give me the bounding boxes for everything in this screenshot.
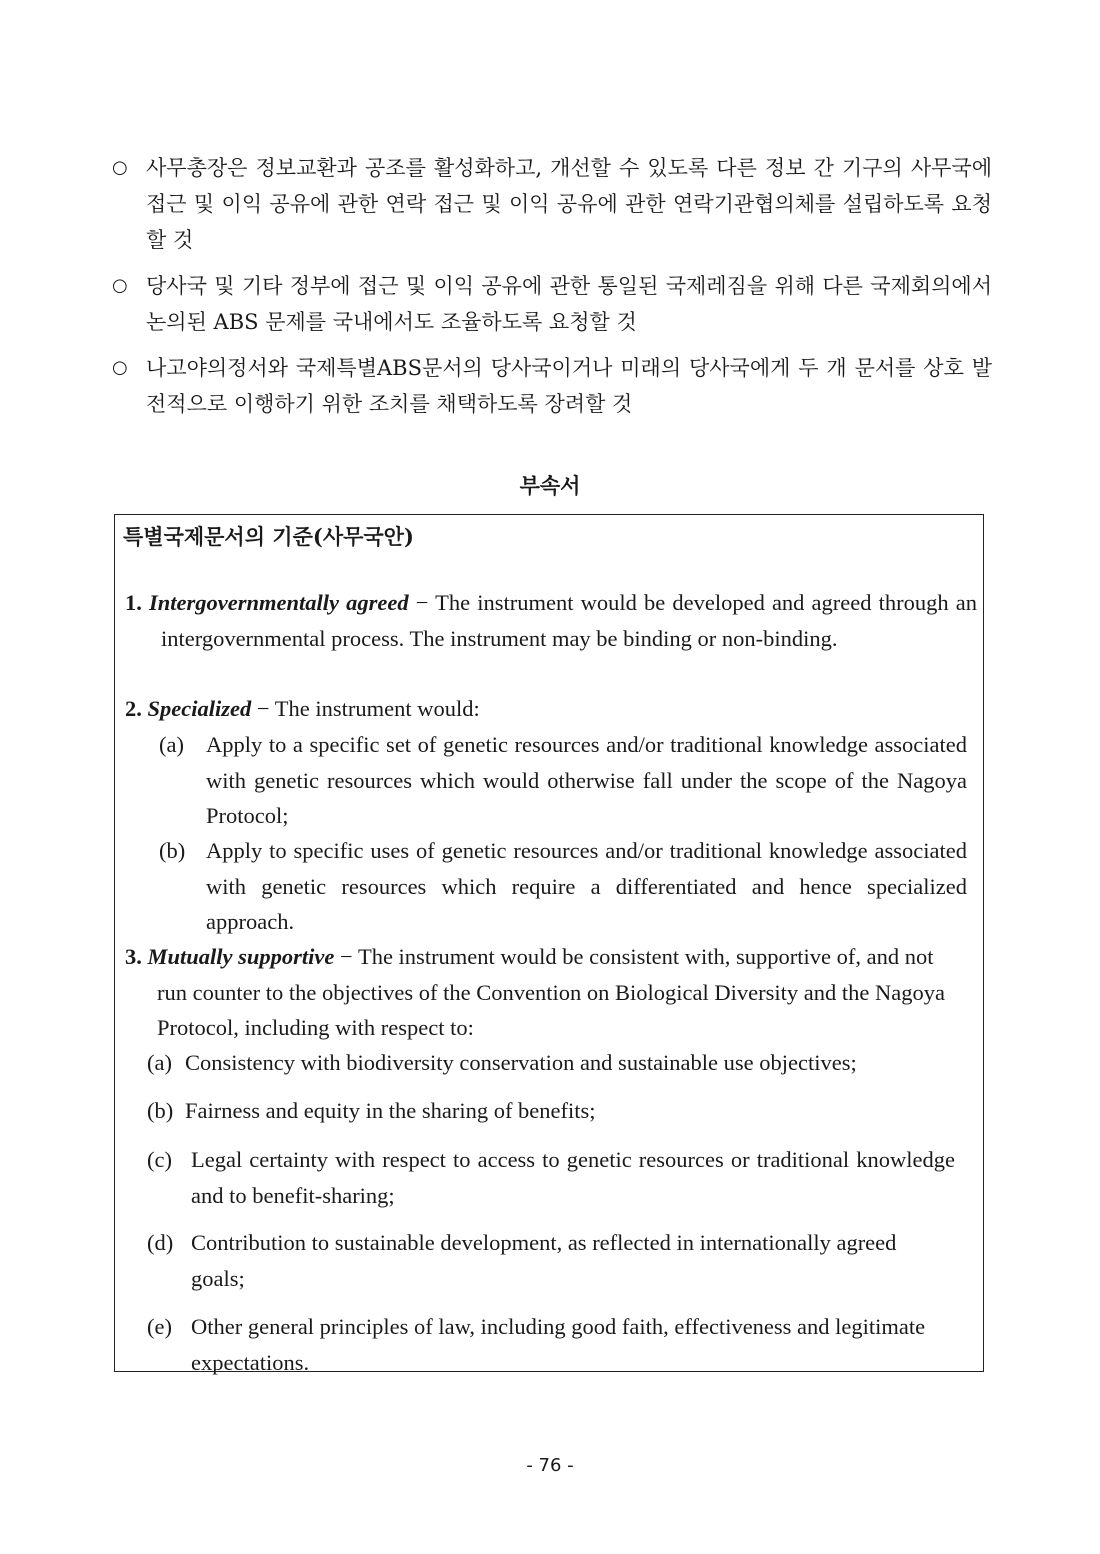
bullet-list (112, 150, 992, 432)
sub-item-label: (c) (147, 1147, 172, 1172)
sub-item-label: (a) (147, 1050, 172, 1075)
sub-item-text: Apply to specific uses of genetic resources and/or traditional knowledge associated with genetic resources which require a differentiated and hence specialized approach. (206, 838, 967, 934)
criterion-dash: − (415, 590, 429, 615)
criterion-number: 2. (125, 696, 142, 721)
criterion-dash: − (256, 696, 270, 721)
sub-item-label: (d) (147, 1230, 174, 1255)
criterion-number: 1. (125, 590, 142, 615)
sub-item-label: (b) (159, 838, 186, 863)
bullet-text: 당사국 및 기타 정부에 접근 및 이익 공유에 관한 통일된 국제레짐을 위해 다른 국제회의에서 논의된 ABS 문제를 국내에서도 조율하도록 요청할 것 (146, 274, 992, 334)
sub-item-text: Fairness and equity in the sharing of benefits; (185, 1098, 596, 1123)
sub-item-label: (a) (159, 732, 184, 757)
sub-item (147, 1309, 937, 1380)
bullet-item (112, 268, 992, 340)
circle-bullet-icon: ○ (112, 157, 128, 178)
sub-item (159, 833, 967, 940)
sub-item-label: (b) (147, 1098, 174, 1123)
sub-item (147, 1093, 967, 1129)
criterion-item-3 (125, 939, 945, 1046)
page-number: - 76 - (526, 1455, 574, 1476)
bullet-item (112, 150, 992, 258)
bullet-text: 사무총장은 정보교환과 공조를 활성화하고, 개선할 수 있도록 다른 정보 간 기구의 사무국에 접근 및 이익 공유에 관한 연락 접근 및 이익 공유에 관한 연락기관협의체를 설립하도록 요청할 것 (146, 156, 992, 252)
circle-bullet-icon: ○ (112, 357, 128, 378)
circle-bullet-icon: ○ (112, 275, 128, 296)
sub-item-text: Other general principles of law, including good faith, effectiveness and legitimate expectations. (191, 1314, 926, 1375)
annex-title: 부속서 (519, 473, 581, 498)
sub-item (147, 1142, 955, 1213)
criterion-text: The instrument would be consistent with, supportive of, and not run counter to the objectives of the Convention on Biological Diversity and the Nagoya Protocol, including with respect to: (157, 944, 945, 1040)
sub-item-text: Apply to a specific set of genetic resources and/or traditional knowledge associated with genetic resources which would otherwise fall under the scope of the Nagoya Protocol; (206, 732, 967, 828)
sub-item (147, 1225, 927, 1296)
criterion-item-1 (125, 585, 977, 656)
sub-item (159, 727, 967, 834)
criterion-text: The instrument would: (274, 696, 480, 721)
sub-item-text: Legal certainty with respect to access to genetic resources or traditional knowledge and to benefit-sharing; (191, 1147, 955, 1208)
bullet-text: 나고야의정서와 국제특별ABS문서의 당사국이거나 미래의 당사국에게 두 개 문서를 상호 발전적으로 이행하기 위한 조치를 채택하도록 장려할 것 (146, 356, 992, 416)
criterion-term: Intergovernmentally agreed (149, 590, 409, 615)
criterion-dash: − (340, 944, 353, 969)
sub-item-label: (e) (147, 1314, 172, 1339)
criterion-number: 3. (125, 944, 142, 969)
sub-item-text: Contribution to sustainable development, as reflected in internationally agreed goals; (191, 1230, 897, 1291)
sub-item-text: Consistency with biodiversity conservation and sustainable use objectives; (185, 1050, 857, 1075)
criterion-item-2 (125, 691, 977, 727)
criteria-box-title: 특별국제문서의 기준(사무국안) (123, 524, 414, 549)
bullet-item (112, 350, 992, 422)
criterion-term: Mutually supportive (147, 944, 335, 969)
criterion-text: The instrument would be developed and agreed through an intergovernmental process. The instrument may be binding or non-binding. (161, 590, 977, 651)
criteria-box (114, 514, 984, 1375)
criterion-term: Specialized (147, 696, 252, 721)
sub-item (147, 1045, 983, 1081)
